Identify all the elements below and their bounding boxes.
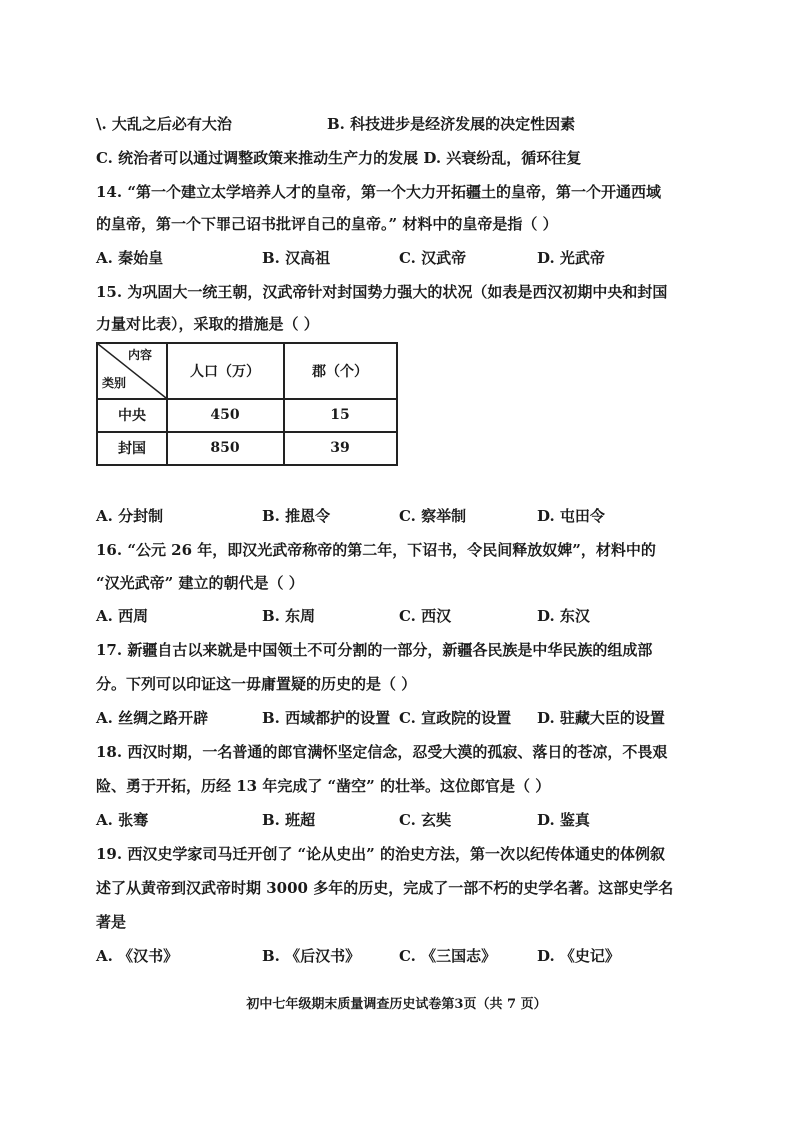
q14-stem-line2: 的皇帝，第一个下罪己诏书批评自己的皇帝。” 材料中的皇帝是指（ ）	[96, 215, 558, 233]
q15-option-a: A. 分封制	[96, 507, 164, 525]
q16-stem-line1: 16. “公元 26 年，即汉光武帝称帝的第二年，下诏书，令民间释放奴婢”，材料中的	[96, 541, 656, 559]
q16-stem-line2: “汉光武帝” 建立的朝代是（ ）	[96, 574, 304, 592]
q14-stem-line1: 14. “第一个建立太学培养人才的皇帝，第一个大力开拓疆土的皇帝，第一个开通西域	[96, 183, 661, 201]
q18-stem-line2: 险、勇于开拓，历经 13 年完成了 “凿空” 的壮举。这位郎官是（ ）	[96, 777, 551, 795]
q19-option-d: D. 《史记》	[537, 947, 620, 965]
q15-option-d: D. 屯田令	[537, 507, 605, 525]
table-header-jun: 郡（个）	[312, 364, 368, 380]
q16-option-d: D. 东汉	[537, 607, 590, 625]
q16-option-a: A. 西周	[96, 607, 149, 625]
table-corner-top: 内容	[128, 348, 153, 362]
q16-option-b: B. 东周	[262, 607, 316, 625]
q19-option-a: A. 《汉书》	[96, 947, 179, 965]
q16-option-c: C. 西汉	[399, 607, 452, 625]
q18-option-d: D. 鉴真	[537, 811, 590, 829]
q15-stem-line2: 力量对比表），采取的措施是（ ）	[96, 315, 319, 333]
q15-option-b: B. 推恩令	[262, 507, 331, 525]
table-row-label: 封国	[118, 441, 146, 457]
q19-option-b: B. 《后汉书》	[262, 947, 361, 965]
q19-stem-line2: 述了从黄帝到汉武帝时期 3000 多年的历史，完成了一部不朽的史学名著。这部史学名	[96, 879, 674, 897]
table-cell-population: 450	[210, 407, 240, 423]
q18-stem-line1: 18. 西汉时期，一名普通的郎官满怀坚定信念，忍受大漠的孤寂、落日的苍凉，不畏艰	[96, 743, 668, 761]
page-footer: 初中七年级期末质量调查历史试卷第3页（共 7 页）	[246, 997, 547, 1012]
q13-option-a: \. 大乱之后必有大治	[96, 115, 232, 133]
q14-option-c: C. 汉武帝	[399, 249, 467, 267]
q17-option-d: D. 驻藏大臣的设置	[537, 709, 665, 727]
q14-option-d: D. 光武帝	[537, 249, 605, 267]
q15-option-c: C. 察举制	[399, 507, 467, 525]
q19-option-c: C. 《三国志》	[399, 947, 497, 965]
q14-option-a: A. 秦始皇	[96, 249, 164, 267]
q17-stem-line2: 分。下列可以印证这一毋庸置疑的历史的是（ ）	[96, 675, 417, 693]
table-header-population: 人口（万）	[190, 364, 260, 380]
q18-option-a: A. 张骞	[96, 811, 149, 829]
q17-option-b: B. 西域都护的设置	[262, 709, 391, 727]
q14-option-b: B. 汉高祖	[262, 249, 331, 267]
q17-stem-line1: 17. 新疆自古以来就是中国领土不可分割的一部分，新疆各民族是中华民族的组成部	[96, 641, 653, 659]
q19-stem-line1: 19. 西汉史学家司马迁开创了 “论从史出” 的治史方法，第一次以纪传体通史的体例叙	[96, 845, 666, 863]
table-cell-jun: 15	[330, 407, 350, 423]
power-comparison-table	[96, 342, 398, 466]
table-row-label: 中央	[118, 408, 146, 424]
table-cell-jun: 39	[330, 440, 350, 456]
q17-option-c: C. 宣政院的设置	[399, 709, 512, 727]
table-corner-bottom: 类别	[102, 376, 127, 390]
q18-option-c: C. 玄奘	[399, 811, 452, 829]
q13-option-c-d: C. 统治者可以通过调整政策来推动生产力的发展 D. 兴衰纷乱，循环往复	[96, 149, 582, 167]
q19-stem-line3: 著是	[96, 913, 127, 931]
q18-option-b: B. 班超	[262, 811, 316, 829]
q15-stem-line1: 15. 为巩固大一统王朝，汉武帝针对封国势力强大的状况（如表是西汉初期中央和封国	[96, 283, 668, 301]
table-cell-population: 850	[210, 440, 240, 456]
q17-option-a: A. 丝绸之路开辟	[96, 709, 209, 727]
q13-option-b: B. 科技进步是经济发展的决定性因素	[327, 115, 576, 133]
